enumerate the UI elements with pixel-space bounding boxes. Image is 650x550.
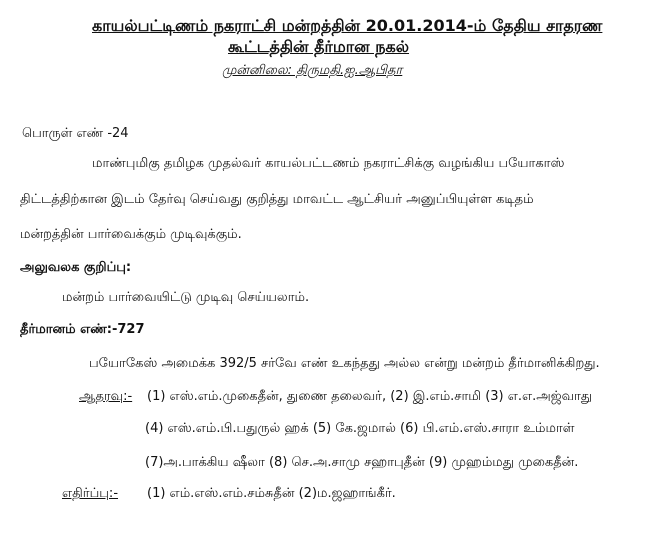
- subject-number: பொருள் எண் -24: [22, 126, 129, 141]
- subject-text-line1: மாண்புமிகு தமிழக முதல்வர் காயல்பட்டணம் நகராட்சிக்கு வழங்கிய பயோகாஸ்: [92, 156, 565, 171]
- support-line2: (4) எஸ்.எம்.பி.பதுருல் ஹக் (5) கே.ஜமால் (6) பி.எம்.எஸ்.சாரா உம்மாள்: [145, 421, 575, 436]
- resolution-heading: தீர்மானம் எண்:-727: [20, 322, 145, 337]
- document-title-line1: காயல்பட்டிணம் நகராட்சி மன்றத்தின் 20.01.2014-ம் தேதிய சாதரண: [92, 16, 603, 35]
- presence-line: முன்னிலை: திருமதி.ஐ.ஆபிதா: [222, 63, 403, 78]
- resolution-text: பயோகேஸ் அமைக்க 392/5 சர்வே எண் உகந்தது அல்ல என்று மன்றம் தீர்மானிக்கிறது.: [89, 356, 600, 371]
- subject-text-line3: மன்றத்தின் பார்வைக்கும் முடிவுக்கும்.: [20, 227, 242, 242]
- subject-text-line2: திட்டத்திற்கான இடம் தேர்வு செய்வது குறித்து மாவட்ட ஆட்சியர் அனுப்பியுள்ள கடிதம்: [20, 192, 534, 207]
- support-label: ஆதரவு:-: [79, 389, 133, 404]
- office-note-text: மன்றம் பார்வையிட்டு முடிவு செய்யலாம்.: [62, 290, 310, 305]
- support-line3: (7)அ.பாக்கிய ஷீலா (8) செ.அ.சாமு சஹாபுதீன் (9) முஹம்மது முகைதீன்.: [145, 455, 579, 470]
- document-title-line2: கூட்டத்தின் தீர்மான நகல்: [228, 37, 410, 56]
- opposition-line1: (1) எம்.எஸ்.எம்.சம்சுதீன் (2)ம.ஜஹாங்கீர்.: [147, 486, 396, 501]
- opposition-label: எதிர்ப்பு:-: [62, 486, 119, 501]
- support-line1: (1) எஸ்.எம்.முகைதீன், துணை தலைவர், (2) இ.எம்.சாமி (3) எ.எ.அஜ்வாது: [147, 389, 593, 404]
- office-note-heading: அலுவலக குறிப்பு:: [20, 260, 132, 275]
